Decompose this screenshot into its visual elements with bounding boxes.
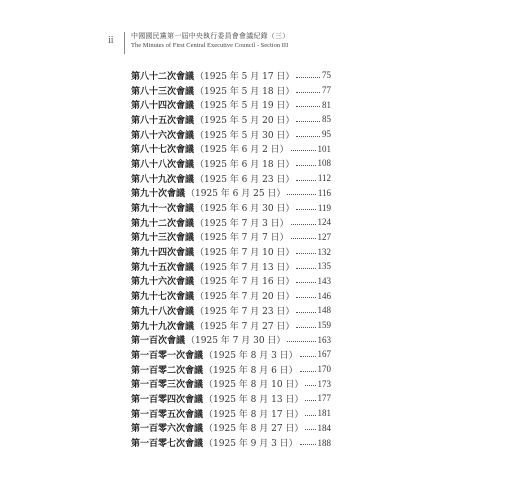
toc-entry — [131, 97, 331, 112]
toc-entry-date: （1925 年 8 月 6 日） — [204, 365, 298, 376]
toc-entry — [131, 112, 331, 127]
toc-entry — [131, 435, 331, 450]
page-folio: ii — [108, 35, 114, 46]
toc-entry-page-number: 108 — [317, 158, 331, 169]
toc-entry-page-number: 143 — [317, 275, 331, 286]
toc-entry-title: 第九十五次會議 — [131, 262, 195, 273]
toc-entry-page-number: 184 — [317, 422, 331, 433]
toc-dot-leader — [296, 268, 315, 269]
toc-dot-leader — [296, 253, 315, 254]
toc-entry-page-number: 77 — [322, 85, 331, 96]
toc-entry — [131, 406, 331, 421]
toc-dot-leader — [305, 400, 315, 401]
toc-dot-leader — [296, 165, 315, 166]
toc-entry-title: 第八十八次會議 — [131, 159, 195, 170]
toc-dot-leader — [296, 297, 315, 298]
toc-entry-date: （1925 年 5 月 17 日） — [195, 71, 295, 82]
toc-dot-leader — [300, 371, 316, 372]
toc-entry — [131, 230, 331, 245]
toc-entry-page-number: 75 — [322, 70, 331, 81]
toc-entry-title: 第一百零四次會議 — [131, 394, 204, 405]
toc-entry-title: 第八十三次會議 — [131, 86, 195, 97]
toc-entry-page-number: 159 — [317, 320, 331, 331]
toc-entry-title: 第九十一次會議 — [131, 204, 195, 215]
toc-entry-page-number: 170 — [317, 364, 331, 375]
toc-entry-date: （1925 年 7 月 23 日） — [195, 306, 295, 317]
toc-dot-leader — [300, 356, 316, 357]
toc-entry — [131, 288, 331, 303]
toc-dot-leader — [305, 385, 315, 386]
toc-entry-date: （1925 年 7 月 27 日） — [195, 321, 295, 332]
toc-entry-page-number: 173 — [317, 378, 331, 389]
toc-entry-page-number: 119 — [317, 202, 331, 213]
toc-entry-date: （1925 年 7 月 30 日） — [186, 336, 286, 347]
toc-entry — [131, 171, 331, 186]
toc-dot-leader — [287, 341, 315, 342]
toc-entry-title: 第九十四次會議 — [131, 248, 195, 259]
toc-dot-leader — [305, 429, 315, 430]
toc-entry-title: 第八十二次會議 — [131, 71, 195, 82]
toc-entry-title: 第一百零一次會議 — [131, 350, 204, 361]
toc-entry-page-number: 81 — [322, 99, 331, 110]
toc-entry-date: （1925 年 5 月 30 日） — [195, 130, 295, 141]
toc-entry-page-number: 85 — [322, 114, 331, 125]
toc-entry-title: 第八十六次會議 — [131, 130, 195, 141]
running-header-chinese: 中國國民黨第一屆中央執行委員會會議紀錄（三） — [131, 32, 290, 40]
toc-entry-date: （1925 年 6 月 23 日） — [195, 174, 295, 185]
toc-entry — [131, 421, 331, 436]
toc-dot-leader — [296, 209, 315, 210]
toc-dot-leader — [291, 238, 316, 239]
toc-entry — [131, 376, 331, 391]
toc-entry-page-number: 148 — [317, 305, 331, 316]
toc-dot-leader — [296, 121, 320, 122]
toc-entry-title: 第八十九次會議 — [131, 174, 195, 185]
toc-entry-date: （1925 年 7 月 16 日） — [195, 277, 295, 288]
toc-entry — [131, 68, 331, 83]
toc-entry-page-number: 146 — [317, 290, 331, 301]
toc-entry — [131, 303, 331, 318]
toc-entry-title: 第八十四次會議 — [131, 101, 195, 112]
toc-entry — [131, 186, 331, 201]
toc-entry — [131, 362, 331, 377]
toc-entry-date: （1925 年 6 月 2 日） — [195, 145, 289, 156]
toc-dot-leader — [305, 415, 315, 416]
toc-entry-date: （1925 年 8 月 10 日） — [204, 380, 304, 391]
toc-entry-title: 第一百零三次會議 — [131, 380, 204, 391]
header-divider — [124, 32, 125, 54]
toc-entry-date: （1925 年 8 月 3 日） — [204, 350, 298, 361]
toc-entry-title: 第九十九次會議 — [131, 321, 195, 332]
toc-entry-date: （1925 年 7 月 3 日） — [195, 218, 289, 229]
toc-entry-date: （1925 年 5 月 20 日） — [195, 115, 295, 126]
toc-dot-leader — [296, 92, 320, 93]
toc-dot-leader — [296, 77, 320, 78]
toc-entry-page-number: 188 — [317, 437, 331, 448]
toc-entry-page-number: 167 — [317, 349, 331, 360]
toc-entry-title: 第九十次會議 — [131, 189, 186, 200]
toc-entry-date: （1925 年 6 月 18 日） — [195, 159, 295, 170]
toc-entry — [131, 259, 331, 274]
toc-entry — [131, 347, 331, 362]
toc-entry-title: 第九十六次會議 — [131, 277, 195, 288]
toc-entry-page-number: 181 — [317, 408, 331, 419]
toc-entry-title: 第一百零二次會議 — [131, 365, 204, 376]
toc-dot-leader — [296, 312, 315, 313]
toc-entry — [131, 274, 331, 289]
toc-dot-leader — [287, 194, 315, 195]
toc-entry-title: 第一百零六次會議 — [131, 424, 204, 435]
toc-entry-page-number: 101 — [317, 143, 331, 154]
toc-entry-date: （1925 年 5 月 18 日） — [195, 86, 295, 97]
toc-entry-title: 第九十八次會議 — [131, 306, 195, 317]
toc-dot-leader — [300, 444, 316, 445]
toc-entry — [131, 141, 331, 156]
toc-entry-date: （1925 年 7 月 7 日） — [195, 233, 289, 244]
toc-entry-title: 第九十三次會議 — [131, 233, 195, 244]
toc-dot-leader — [296, 180, 315, 181]
running-header-english: The Minutes of First Central Executive Council - Section III — [131, 42, 289, 49]
toc-entry-page-number: 135 — [317, 261, 331, 272]
toc-dot-leader — [291, 150, 316, 151]
toc-dot-leader — [296, 106, 320, 107]
toc-entry — [131, 332, 331, 347]
toc-entry-page-number: 124 — [317, 217, 331, 228]
toc-entry-date: （1925 年 8 月 13 日） — [204, 394, 304, 405]
toc-entry-page-number: 127 — [317, 231, 331, 242]
toc-entry — [131, 200, 331, 215]
toc-entry — [131, 244, 331, 259]
toc-entry — [131, 156, 331, 171]
toc-entry — [131, 83, 331, 98]
toc-dot-leader — [296, 327, 315, 328]
toc-entry-title: 第八十五次會議 — [131, 115, 195, 126]
toc-entry-date: （1925 年 8 月 27 日） — [204, 424, 304, 435]
toc-entry — [131, 127, 331, 142]
toc-entry-date: （1925 年 5 月 19 日） — [195, 101, 295, 112]
toc-entry — [131, 215, 331, 230]
toc-entry-date: （1925 年 9 月 3 日） — [204, 439, 298, 450]
toc-entry-page-number: 95 — [322, 129, 331, 140]
toc-entry — [131, 391, 331, 406]
toc-entry-date: （1925 年 6 月 25 日） — [186, 189, 286, 200]
toc-entry-title: 第九十七次會議 — [131, 292, 195, 303]
table-of-contents — [131, 68, 331, 450]
toc-entry-page-number: 112 — [317, 173, 331, 184]
toc-entry-title: 第一百次會議 — [131, 336, 186, 347]
toc-entry-page-number: 116 — [317, 187, 331, 198]
toc-entry-date: （1925 年 7 月 10 日） — [195, 248, 295, 259]
toc-entry-date: （1925 年 6 月 30 日） — [195, 204, 295, 215]
toc-dot-leader — [291, 224, 316, 225]
toc-entry-page-number: 177 — [317, 393, 331, 404]
toc-entry-date: （1925 年 7 月 13 日） — [195, 262, 295, 273]
toc-entry-title: 第八十七次會議 — [131, 145, 195, 156]
toc-entry-page-number: 163 — [317, 334, 331, 345]
toc-entry-date: （1925 年 8 月 17 日） — [204, 409, 304, 420]
toc-dot-leader — [296, 282, 315, 283]
toc-entry-title: 第一百零七次會議 — [131, 439, 204, 450]
toc-entry — [131, 318, 331, 333]
toc-entry-page-number: 132 — [317, 246, 331, 257]
toc-dot-leader — [296, 136, 320, 137]
toc-entry-date: （1925 年 7 月 20 日） — [195, 292, 295, 303]
toc-entry-title: 第九十二次會議 — [131, 218, 195, 229]
toc-entry-title: 第一百零五次會議 — [131, 409, 204, 420]
